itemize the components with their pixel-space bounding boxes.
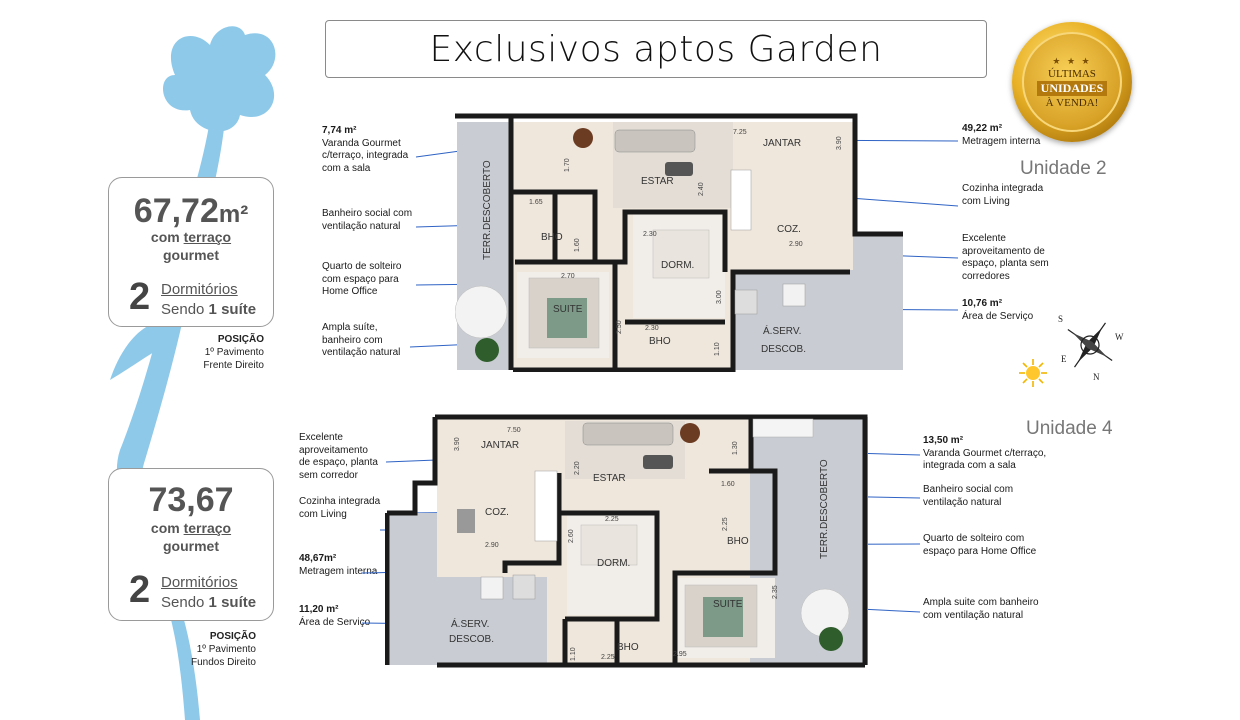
unit4-suite-prefix: Sendo [161,594,205,611]
u2-dim-1: 7.25 [733,129,747,136]
unit2-bedrooms-num: 2 [129,276,151,318]
unit4-floor-plan [385,413,870,668]
compass-s: S [1058,314,1064,324]
unit4-note-left-3-text: Metragem interna [299,565,378,577]
u2-dim-6: 1.60 [574,238,581,252]
u4-dim-6: 2.25 [722,517,729,531]
u4-dim-13: 2.95 [673,651,687,658]
page-title: Exclusivos aptos Garden [429,28,883,70]
compass-w: W [1115,332,1124,342]
seal-stars: ★ ★ ★ [1052,55,1092,66]
unit4-note-right-4: Ampla suite com banheiro com ventilação natural [923,597,1039,621]
unit4-label: Unidade 4 [1026,418,1113,439]
unit4-note-left-4-text: Área de Serviço [299,616,371,628]
u2-room-aserv: Á.SERV. [763,326,802,337]
u4-room-jantar: JANTAR [481,440,520,451]
u2-dim-10: 3.00 [716,290,723,304]
u2-dim-5: 1.65 [529,199,543,206]
unit2-note-right-1-value: 49,22 m² [962,123,1003,134]
u4-dim-2: 3.90 [454,437,461,451]
unit2-terrace-word: terraço [183,229,232,245]
u4-room-dorm: DORM. [597,558,631,569]
unit4-note-right-1-value: 13,50 m² [923,435,964,446]
u2-dim-11: 2.50 [616,320,623,334]
unit2-note-left-1-text: Varanda Gourmet c/terraço, integrada com a sala [322,137,409,174]
unit2-suite-prefix: Sendo [161,301,205,318]
u2-dim-3: 1.70 [564,158,571,172]
unit2-gourmet: gourmet [163,247,219,263]
unit2-note-left-3: Quarto de solteiro com espaço para Home Office [322,261,402,297]
u2-dim-13: 1.10 [714,342,721,356]
unit4-position-title: POSIÇÃO [209,631,256,642]
u4-room-bho1: BHO [727,536,749,547]
unit4-note-right-1-text: Varanda Gourmet c/terraço, integrada com a sala [923,447,1047,471]
unit2-bedrooms-label: Dormitórios [161,281,238,298]
unit4-note-right-3: Quarto de solteiro com espaço para Home Office [923,533,1037,557]
u2-dim-9: 2.70 [561,273,575,280]
unit4-note-left-1: Excelente aproveitamento de espaço, planta sem corredor [299,432,378,481]
u4-room-suite: SUITE [713,599,743,610]
sun-icon [1018,358,1048,388]
u4-room-coz: COZ. [485,507,509,518]
unit2-note-right-3: Excelente aproveitamento de espaço, planta sem corredores [962,233,1049,282]
unit2-note-left-1-value: 7,74 m² [322,125,357,136]
u2-dim-2: 3.90 [836,136,843,150]
unit2-note-right-1-text: Metragem interna [962,135,1041,147]
u4-dim-5: 1.60 [721,481,735,488]
u4-dim-1: 7.50 [507,427,521,434]
unit4-bedrooms-label: Dormitórios [161,574,238,591]
u2-room-coz: COZ. [777,224,801,235]
unit2-note-left-4: Ampla suíte, banheiro com ventilação natural [322,322,401,358]
u4-dim-12: 2.25 [601,654,615,661]
u4-dim-4: 1.30 [732,441,739,455]
u4-dim-11: 1.10 [570,647,577,661]
u2-room-suite: SUITE [553,304,583,315]
unit2-label: Unidade 2 [1020,158,1107,179]
u2-room-terr: TERR.DESCOBERTO [482,160,493,260]
u2-dim-4: 2.40 [698,182,705,196]
u4-dim-8: 2.60 [568,529,575,543]
u2-dim-7: 2.30 [643,231,657,238]
unit2-position-line1: 1º Pavimento [204,347,264,358]
u2-room-descob: DESCOB. [761,344,807,355]
unit4-position-line1: 1º Pavimento [196,644,256,655]
u2-dim-8: 2.90 [789,241,803,248]
u2-room-dorm: DORM. [661,260,695,271]
unit2-floor-plan [455,112,905,372]
u4-room-estar: ESTAR [593,473,626,484]
unit2-area-value: 67,72 [133,192,219,230]
u4-dim-7: 2.25 [605,516,619,523]
u2-room-bho1: BHO [541,232,563,243]
unit2-position-line2: Frente Direito [203,360,264,371]
unit2-with: com [150,229,180,245]
seal-line3: À VENDA! [1045,96,1099,109]
unit2-note-right-2: Cozinha integrada com Living [962,183,1044,207]
unit2-note-left-2: Banheiro social com ventilação natural [322,208,413,232]
unit2-suite-label: suíte [221,301,257,318]
u4-room-bho2: BHO [617,642,639,653]
unit2-area-unit: m² [218,201,249,228]
unit4-note-right-2: Banheiro social com ventilação natural [923,484,1014,508]
compass-e: E [1061,354,1067,364]
unit2-note-right-4-text: Área de Serviço [962,310,1034,322]
u2-dim-12: 2.30 [645,325,659,332]
u2-room-estar: ESTAR [641,176,674,187]
unit4-position-line2: Fundos Direito [190,657,256,668]
unit4-note-left-3-value: 48,67m² [299,553,337,564]
u2-room-bho2: BHO [649,336,671,347]
unit2-note-right-4-value: 10,76 m² [962,298,1003,309]
compass-rose-icon [1055,310,1125,380]
unit4-with: com [150,520,180,536]
seal-line2: UNIDADES [1037,81,1108,96]
unit4-suite-num: 1 [208,594,217,611]
unit4-note-left-2: Cozinha integrada com Living [299,496,381,520]
u4-dim-3: 2.20 [574,461,581,475]
compass-n: N [1093,372,1100,380]
u4-dim-10: 2.35 [772,585,779,599]
seal-line1: ÚLTIMAS [1048,67,1096,80]
unit4-terrace-word: terraço [183,520,232,536]
u4-room-descob: DESCOB. [449,634,495,645]
unit4-area: 73,67 [148,481,234,519]
u4-room-terr: TERR.DESCOBERTO [819,459,830,559]
u4-dim-9: 2.90 [485,542,499,549]
u2-room-jantar: JANTAR [763,138,802,149]
u4-room-aserv: Á.SERV. [451,619,490,630]
unit4-gourmet: gourmet [163,538,219,554]
unit4-suite-label: suíte [221,594,257,611]
unit2-suite-num: 1 [208,301,217,318]
unit4-bedrooms-num: 2 [129,569,151,611]
unit4-note-left-4-value: 11,20 m² [299,604,339,615]
unit2-position-title: POSIÇÃO [217,334,264,345]
